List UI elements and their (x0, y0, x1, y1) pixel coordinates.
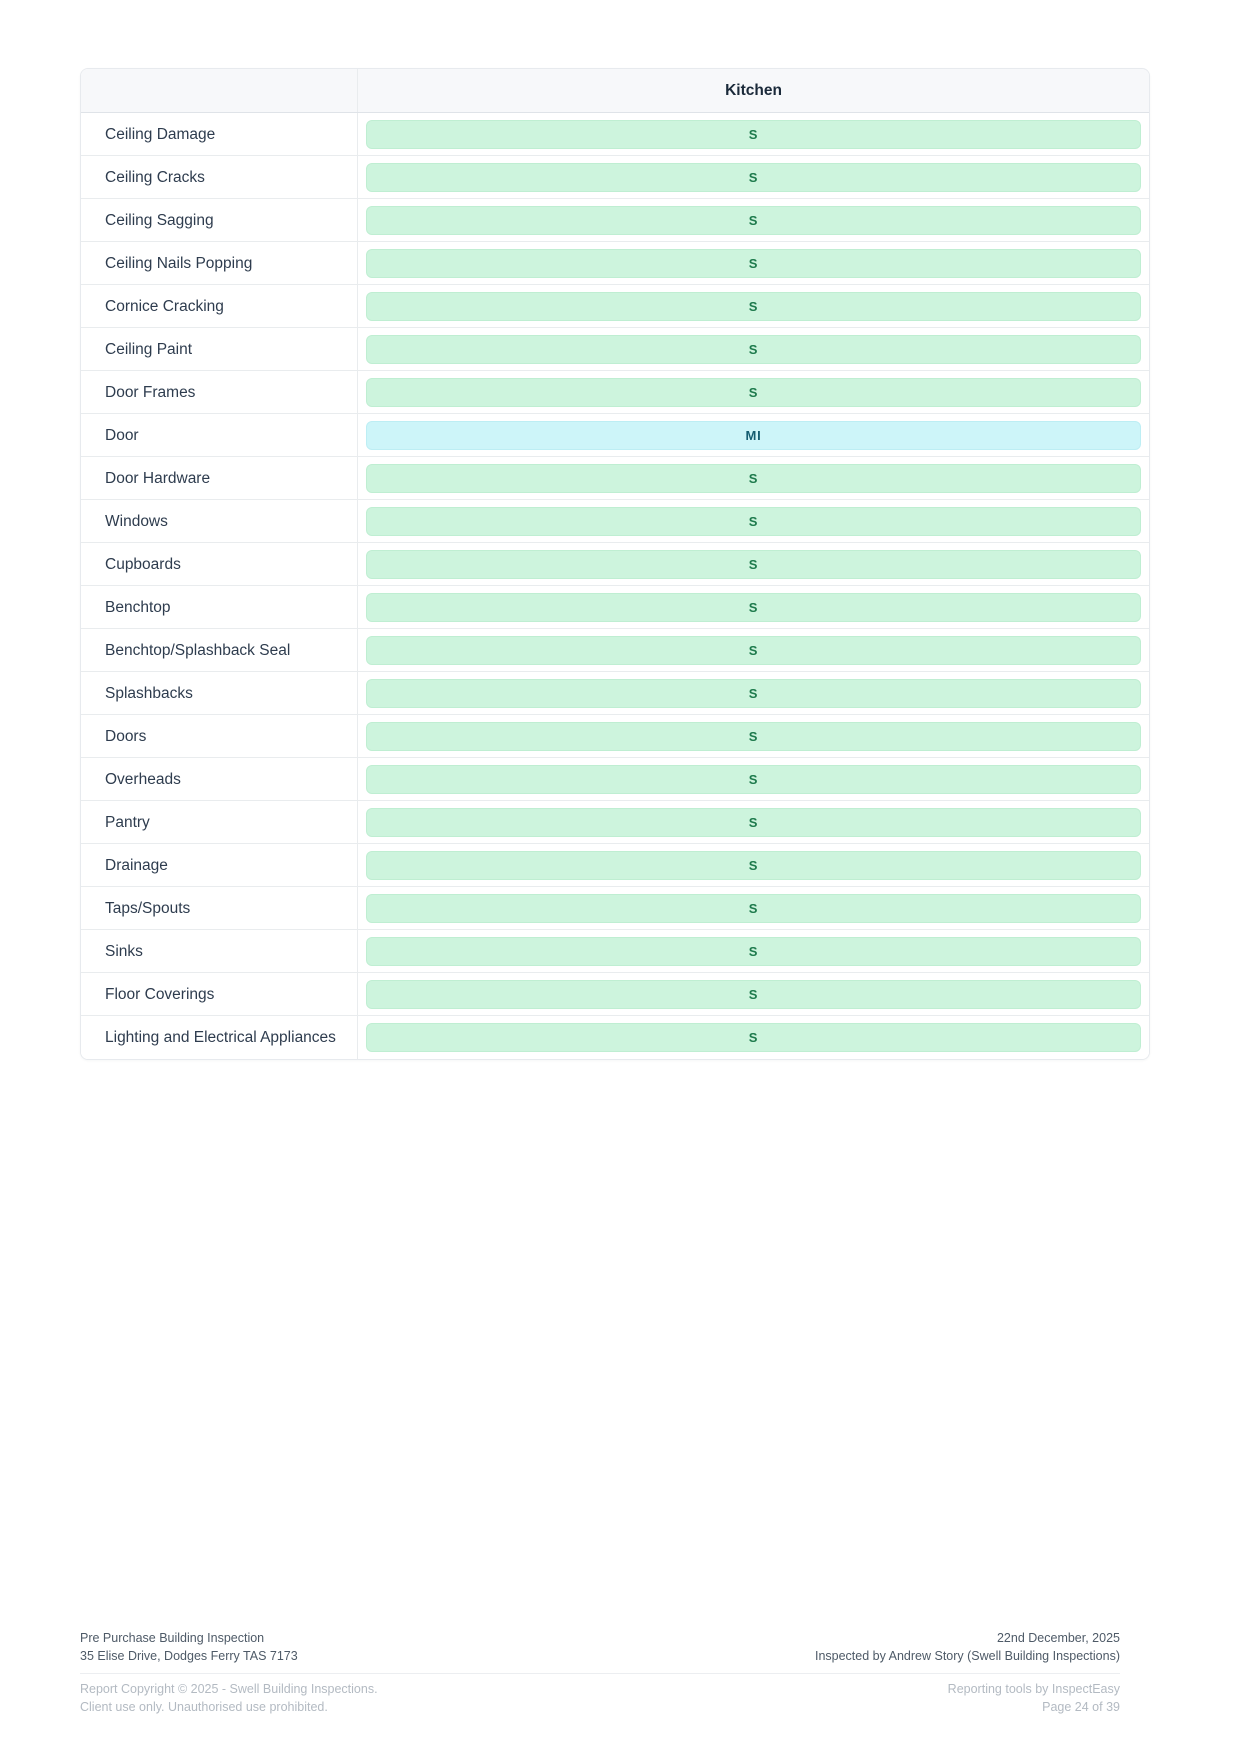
row-label: Lighting and Electrical Appliances (81, 1016, 358, 1059)
footer-copyright: Report Copyright © 2025 - Swell Building Inspections. (80, 1682, 378, 1696)
row-value-cell (358, 586, 1149, 628)
row-value-cell (358, 371, 1149, 413)
status-pill: S (366, 507, 1141, 536)
row-value-cell (358, 285, 1149, 327)
row-value-cell (358, 1016, 1149, 1059)
footer-property-address: 35 Elise Drive, Dodges Ferry TAS 7173 (80, 1648, 298, 1663)
row-label: Ceiling Nails Popping (81, 242, 358, 284)
row-value-cell (358, 328, 1149, 370)
status-pill: S (366, 636, 1141, 665)
table-header-room-title: Kitchen (725, 81, 782, 99)
status-pill: MI (366, 421, 1141, 450)
row-label: Overheads (81, 758, 358, 800)
table-row (81, 715, 1149, 758)
row-value-cell (358, 156, 1149, 198)
footer-inspection-info (815, 1630, 1120, 1665)
status-pill: S (366, 206, 1141, 235)
table-row (81, 242, 1149, 285)
row-label: Drainage (81, 844, 358, 886)
footer-reporting-tools: Reporting tools by InspectEasy (947, 1682, 1120, 1696)
row-label: Ceiling Paint (81, 328, 358, 370)
status-pill: S (366, 335, 1141, 364)
row-label: Taps/Spouts (81, 887, 358, 929)
table-body (81, 113, 1149, 1059)
kitchen-inspection-table (80, 68, 1150, 1060)
status-pill: S (366, 765, 1141, 794)
status-pill: S (366, 937, 1141, 966)
table-row (81, 586, 1149, 629)
table-row (81, 844, 1149, 887)
table-row (81, 414, 1149, 457)
status-pill: S (366, 894, 1141, 923)
footer-top (80, 1630, 1120, 1673)
table-row (81, 457, 1149, 500)
row-label: Splashbacks (81, 672, 358, 714)
status-pill: S (366, 722, 1141, 751)
row-value-cell (358, 801, 1149, 843)
row-label: Ceiling Sagging (81, 199, 358, 241)
row-label: Cupboards (81, 543, 358, 585)
row-label: Ceiling Damage (81, 113, 358, 155)
status-pill: S (366, 851, 1141, 880)
row-label: Cornice Cracking (81, 285, 358, 327)
row-label: Door Frames (81, 371, 358, 413)
row-value-cell (358, 758, 1149, 800)
footer-page-number: Page 24 of 39 (1042, 1699, 1120, 1714)
footer-tools-block (948, 1681, 1120, 1716)
row-label: Doors (81, 715, 358, 757)
table-header-empty-cell (81, 69, 358, 112)
row-label: Door (81, 414, 358, 456)
status-pill: S (366, 593, 1141, 622)
status-pill: S (366, 980, 1141, 1009)
table-row (81, 801, 1149, 844)
table-row (81, 500, 1149, 543)
row-label: Door Hardware (81, 457, 358, 499)
table-row (81, 371, 1149, 414)
table-row (81, 672, 1149, 715)
row-value-cell (358, 500, 1149, 542)
row-value-cell (358, 242, 1149, 284)
footer-inspection-date: 22nd December, 2025 (996, 1631, 1120, 1645)
row-value-cell (358, 887, 1149, 929)
status-pill: S (366, 464, 1141, 493)
table-row (81, 543, 1149, 586)
footer-inspector: Inspected by Andrew Story (Swell Building Inspections) (814, 1648, 1120, 1663)
row-value-cell (358, 973, 1149, 1015)
footer-usage-notice: Client use only. Unauthorised use prohibited. (80, 1699, 328, 1714)
table-row (81, 113, 1149, 156)
row-label: Ceiling Cracks (81, 156, 358, 198)
status-pill: S (366, 378, 1141, 407)
row-value-cell (358, 715, 1149, 757)
status-pill: S (366, 249, 1141, 278)
table-header-row (81, 69, 1149, 113)
table-row (81, 629, 1149, 672)
footer-report-title: Pre Purchase Building Inspection (80, 1631, 265, 1645)
table-row (81, 973, 1149, 1016)
table-row (81, 328, 1149, 371)
table-row (81, 930, 1149, 973)
table-row (81, 887, 1149, 930)
row-value-cell (358, 414, 1149, 456)
status-pill: S (366, 163, 1141, 192)
row-value-cell (358, 543, 1149, 585)
table-row (81, 156, 1149, 199)
row-value-cell (358, 199, 1149, 241)
row-value-cell (358, 457, 1149, 499)
status-pill: S (366, 120, 1141, 149)
row-value-cell (358, 930, 1149, 972)
row-value-cell (358, 113, 1149, 155)
page-footer (80, 1630, 1120, 1716)
footer-report-info (80, 1630, 298, 1665)
row-value-cell (358, 844, 1149, 886)
status-pill: S (366, 1023, 1141, 1052)
row-label: Sinks (81, 930, 358, 972)
row-label: Windows (81, 500, 358, 542)
table-row (81, 285, 1149, 328)
table-row (81, 1016, 1149, 1059)
status-pill: S (366, 550, 1141, 579)
status-pill: S (366, 808, 1141, 837)
row-value-cell (358, 672, 1149, 714)
footer-bottom (80, 1674, 1120, 1716)
row-label: Floor Coverings (81, 973, 358, 1015)
table-row (81, 199, 1149, 242)
row-label: Pantry (81, 801, 358, 843)
status-pill: S (366, 679, 1141, 708)
table-row (81, 758, 1149, 801)
row-label: Benchtop (81, 586, 358, 628)
row-label: Benchtop/Splashback Seal (81, 629, 358, 671)
status-pill: S (366, 292, 1141, 321)
row-value-cell (358, 629, 1149, 671)
footer-copyright-block (80, 1681, 378, 1716)
